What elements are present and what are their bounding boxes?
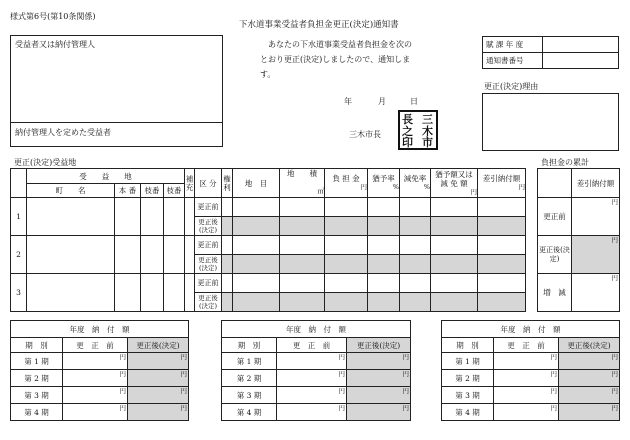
futan-cell[interactable] [325,255,368,274]
sashihiki-cell[interactable] [478,236,526,255]
yuyo-gaku-label1: 猶予額又は [435,169,473,179]
sashihiki-header [478,169,526,198]
kenri-cell[interactable] [222,217,233,236]
genmen-rate-cell[interactable] [400,236,431,255]
cho-cell[interactable] [27,274,115,312]
yuyo-gaku-cell[interactable] [431,198,478,217]
yuyo-gaku-label2: 減 免 額 [440,178,468,188]
yuyo-rate-label: 猶予率 [372,174,395,183]
chimoku-cell[interactable] [233,198,280,217]
before-amount[interactable]: 円 [494,370,559,387]
after-header: 更正後(決定) [347,338,411,353]
notice-no-field[interactable] [543,53,619,69]
after-amount[interactable]: 円 [128,353,189,370]
row-number: 2 [11,236,27,274]
period-label: 第 1 期 [11,353,63,370]
sashihiki-cell[interactable] [478,274,526,293]
yuyo-rate-cell[interactable] [368,274,400,293]
kenri-cell[interactable] [222,198,233,217]
after-amount[interactable]: 円 [128,370,189,387]
kenri-header: 権利 [222,169,233,198]
period-label: 第 2 期 [11,370,63,387]
seal-char: 木 [422,125,433,138]
after-header: 更正後(決定) [128,338,189,353]
futan-cell[interactable] [325,293,368,312]
date-day: 日 [410,97,418,106]
period-label: 第 4 期 [442,404,494,421]
before-header: 更 正 前 [494,338,559,353]
payment-table-2 [221,320,411,421]
period-label: 第 4 期 [11,404,63,421]
kenri-cell[interactable] [222,293,233,312]
yuyo-rate-unit: % [392,183,399,191]
cho-cell[interactable] [27,236,115,274]
genmen-rate-cell[interactable] [400,255,431,274]
payment-title: 年度 納 付 額 [442,321,620,338]
row-number: 1 [11,198,27,236]
hosoku-cell[interactable] [185,198,195,236]
yuyo-rate-cell[interactable] [368,293,400,312]
sashihiki-label: 差引納付額 [482,174,521,183]
sashihiki-cell[interactable] [478,293,526,312]
kubun-after: 更正後(決定) [195,217,222,236]
chiseki-cell[interactable] [280,217,325,236]
chiseki-header [280,169,325,198]
futan-cell[interactable] [325,217,368,236]
kubun-before: 更正前 [195,198,222,217]
seal-char: 市 [422,136,433,149]
before-header: 更 正 前 [63,338,128,353]
chiseki-cell[interactable] [280,198,325,217]
yuyo-rate-cell[interactable] [368,198,400,217]
yuyo-gaku-cell[interactable] [431,236,478,255]
yuyo-gaku-cell[interactable] [431,293,478,312]
row-no-header [11,169,27,198]
after-amount[interactable]: 円 [559,370,620,387]
chimoku-cell[interactable] [233,236,280,255]
hosoku-cell[interactable] [185,274,195,312]
notice-body-line3: す。 [260,70,276,79]
reason-box[interactable] [482,93,619,151]
cumulative-after-value[interactable]: 円 [572,236,620,274]
yuyo-rate-cell[interactable] [368,255,400,274]
info-table [482,36,619,69]
payment-table-1 [10,320,189,421]
yuyo-gaku-cell[interactable] [431,255,478,274]
honban-cell[interactable] [115,236,141,274]
notice-title: 下水道事業受益者負担金更正(決定)通知書 [239,20,399,30]
period-label: 第 1 期 [442,353,494,370]
kenri-cell[interactable] [222,274,233,293]
cumulative-after-label: 更正後(決定) [538,236,572,274]
kubun-before: 更正前 [195,274,222,293]
notice-body-line2: とおり更正(決定)しましたので、通知しま [260,55,411,64]
after-amount[interactable]: 円 [128,404,189,421]
sashihiki-cell[interactable] [478,255,526,274]
seal-char: 之 [402,125,413,138]
fiscal-year-field[interactable] [543,37,619,53]
sashihiki-unit: 円 [518,183,525,191]
honban-header: 本 番 [115,184,141,198]
kubun-header: 区 分 [195,169,222,198]
edaban-cell[interactable] [141,198,164,236]
hosoku-header: 補充 [185,169,195,198]
yuyo-rate-cell[interactable] [368,217,400,236]
before-amount[interactable]: 円 [494,387,559,404]
chiseki-cell[interactable] [280,293,325,312]
after-amount[interactable]: 円 [559,353,620,370]
cumulative-diff-label: 増 減 [538,274,572,312]
edaban2-cell[interactable] [164,198,185,236]
futan-header [325,169,368,198]
edaban-header: 枝番 [141,184,164,198]
mayor-seal [398,110,438,150]
before-amount[interactable]: 円 [277,370,347,387]
payment-title: 年度 納 付 額 [222,321,411,338]
edaban-cell[interactable] [141,236,164,274]
genmen-rate-header [400,169,431,198]
sashihiki-cell[interactable] [478,217,526,236]
cumulative-before-label: 更正前 [538,198,572,236]
before-amount[interactable]: 円 [63,353,128,370]
yuyo-gaku-cell[interactable] [431,274,478,293]
chiseki-cell[interactable] [280,274,325,293]
genmen-rate-cell[interactable] [400,217,431,236]
chiseki-unit: ㎡ [317,187,324,195]
recipient-label: 受益者又は納付管理人 [15,40,95,49]
yuyo-gaku-header [431,169,478,198]
seal-char: 長 [402,113,413,126]
period-header: 期 別 [11,338,63,353]
reason-label: 更正(決定)理由 [484,82,539,91]
after-amount[interactable]: 円 [559,387,620,404]
before-amount[interactable]: 円 [63,387,128,404]
yuyo-gaku-cell[interactable] [431,217,478,236]
land-table [10,168,526,312]
chimoku-cell[interactable] [233,274,280,293]
kubun-after: 更正後(決定) [195,293,222,312]
yuyo-gaku-unit: 円 [470,187,477,196]
before-amount[interactable]: 円 [277,404,347,421]
date-year: 年 [344,97,352,106]
period-header: 期 別 [442,338,494,353]
after-amount[interactable]: 円 [559,404,620,421]
date-month: 月 [378,97,386,106]
payment-table-3 [441,320,620,421]
kubun-after: 更正後(決定) [195,255,222,274]
before-amount[interactable]: 円 [494,404,559,421]
cumulative-diff-value[interactable]: 円 [572,274,620,312]
land-section-label: 更正(決定)受益地 [14,158,77,167]
before-amount[interactable]: 円 [494,353,559,370]
after-amount[interactable]: 円 [347,387,411,404]
sashihiki-cell[interactable] [478,198,526,217]
before-amount[interactable]: 円 [63,370,128,387]
after-amount[interactable]: 円 [347,353,411,370]
yuyo-rate-cell[interactable] [368,236,400,255]
period-label: 第 4 期 [222,404,277,421]
recipient-box[interactable] [10,35,223,147]
period-header: 期 別 [222,338,277,353]
before-amount[interactable]: 円 [63,404,128,421]
chiseki-cell[interactable] [280,236,325,255]
honban-cell[interactable] [115,274,141,312]
futan-cell[interactable] [325,198,368,217]
form-number: 様式第6号(第10条関係) [10,12,96,21]
chiseki-cell[interactable] [280,255,325,274]
period-label: 第 1 期 [222,353,277,370]
period-label: 第 3 期 [442,387,494,404]
before-amount[interactable]: 円 [277,387,347,404]
mayor-name: 三木市長 [349,130,381,139]
after-amount[interactable]: 円 [347,370,411,387]
after-amount[interactable]: 円 [347,404,411,421]
after-amount[interactable]: 円 [128,387,189,404]
before-header: 更 正 前 [277,338,347,353]
honban-cell[interactable] [115,198,141,236]
kubun-before: 更正前 [195,236,222,255]
yuyo-rate-header [368,169,400,198]
cumulative-before-value[interactable]: 円 [572,198,620,236]
seal-char: 印 [402,136,413,149]
futan-label: 負 担 金 [332,174,360,183]
period-label: 第 3 期 [11,387,63,404]
futan-cell[interactable] [325,236,368,255]
cho-header: 町 名 [27,184,115,198]
kenri-cell[interactable] [222,255,233,274]
after-header: 更正後(決定) [559,338,620,353]
fiscal-year-label: 賦 課 年 度 [483,37,543,53]
hosoku-cell[interactable] [185,236,195,274]
genmen-rate-cell[interactable] [400,293,431,312]
genmen-rate-cell[interactable] [400,198,431,217]
chimoku-cell[interactable] [233,255,280,274]
edaban2-cell[interactable] [164,236,185,274]
futan-cell[interactable] [325,274,368,293]
land-header: 受 益 地 [27,169,185,184]
chiseki-label: 地 積 [287,169,317,178]
edaban-cell[interactable] [141,274,164,312]
genmen-rate-unit: % [423,183,430,191]
chimoku-cell[interactable] [233,217,280,236]
edaban2-header: 枝番 [164,184,185,198]
genmen-rate-label: 減免率 [403,174,427,183]
period-label: 第 2 期 [442,370,494,387]
period-label: 第 3 期 [222,387,277,404]
cumulative-sashihiki-header: 差引納付額 [572,169,620,198]
managed-recipient-label: 納付管理人を定めた受益者 [15,128,111,137]
payment-title: 年度 納 付 額 [11,321,189,338]
period-label: 第 2 期 [222,370,277,387]
row-number: 3 [11,274,27,312]
futan-unit: 円 [360,183,367,191]
cumulative-table [537,168,620,312]
seal-char: 三 [422,113,433,126]
cho-cell[interactable] [27,198,115,236]
before-amount[interactable]: 円 [277,353,347,370]
notice-no-label: 通知書番号 [483,53,543,69]
chimoku-cell[interactable] [233,293,280,312]
cumulative-label: 負担金の累計 [541,158,589,167]
cumulative-corner [538,169,572,198]
notice-body-line1: あなたの下水道事業受益者負担金を次の [268,40,412,49]
edaban2-cell[interactable] [164,274,185,312]
kenri-cell[interactable] [222,236,233,255]
chimoku-header: 地 目 [233,169,280,198]
genmen-rate-cell[interactable] [400,274,431,293]
